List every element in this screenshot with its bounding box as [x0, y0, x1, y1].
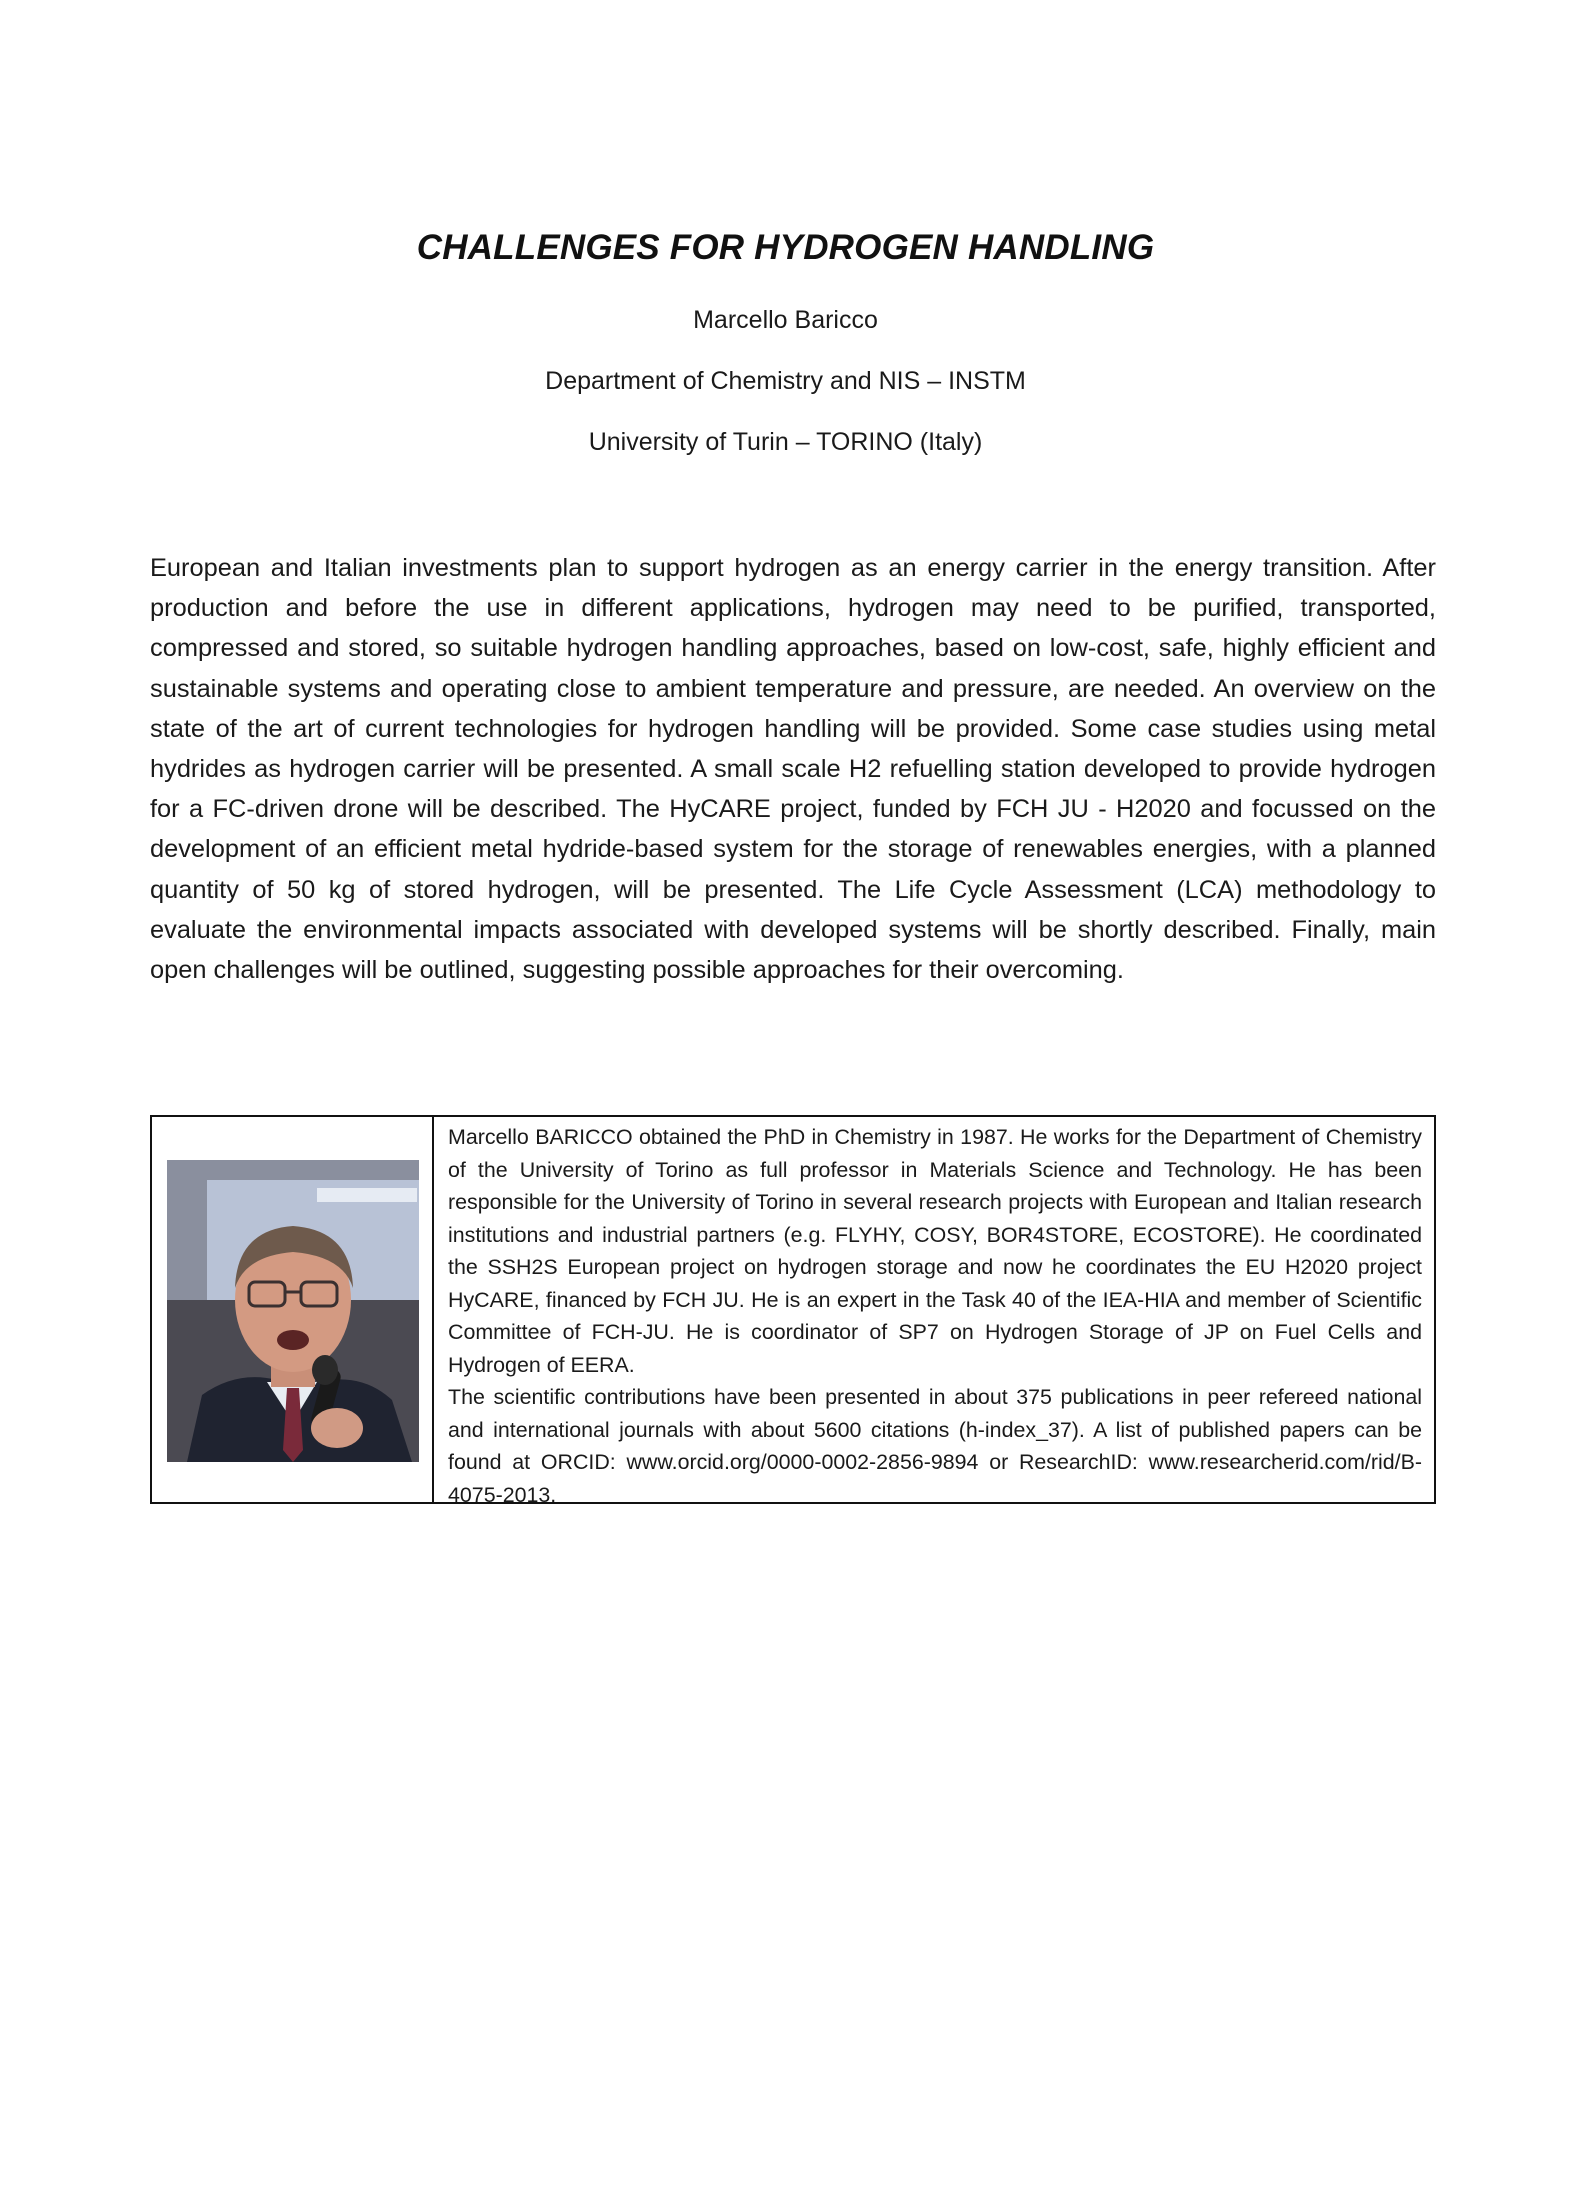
author-department: Department of Chemistry and NIS – INSTM	[545, 367, 1026, 395]
author-bio-table	[150, 1115, 1436, 1507]
author-name: Marcello Baricco	[693, 306, 878, 334]
author-university: University of Turin – TORINO (Italy)	[588, 428, 983, 456]
bio-cell	[434, 1117, 1434, 1507]
photo-cell	[152, 1117, 434, 1502]
bio-paragraph-2: The scientific contributions have been presented in about 375 publications in peer refereed national and international journals with about 5600 citations (h-index_37). A list of published papers can be found at ORCID: www.orcid.org/0000-0002-2856-9894 or ResearchID: www.researcherid.com/rid/B-4075-2013.	[448, 1385, 1422, 1507]
abstract-paragraph: European and Italian investments plan to support hydrogen as an energy carrier in the energy transition. After production and before the use in different applications, hydrogen may need to be purified, transported, compressed and stored, so suitable hydrogen handling approaches, based on low-cost, safe, highly efficient and sustainable systems and operating close to ambient temperature and pressure, are needed. An overview on the state of the art of current technologies for hydrogen handling will be provided. Some case studies using metal hydrides as hydrogen carrier will be presented. A small scale H2 refuelling station developed to provide hydrogen for a FC-driven drone will be described. The HyCARE project, funded by FCH JU - H2020 and focussed on the development of an efficient metal hydride-based system for the storage of renewables energies, with a planned quantity of 50 kg of stored hydrogen, will be presented. The Life Cycle Assessment (LCA) methodology to evaluate the environmental impacts associated with developed systems will be shortly described. Finally, main open challenges will be outlined, suggesting possible approaches for their overcoming.	[150, 554, 1436, 985]
author-photo	[167, 1160, 419, 1462]
document-title: CHALLENGES FOR HYDROGEN HANDLING	[416, 228, 1155, 267]
bio-paragraph-1: Marcello BARICCO obtained the PhD in Chemistry in 1987. He works for the Department of Chemistry of the University of Torino as full professor in Materials Science and Technology. He has been responsible for the University of Torino in several research projects with European and Italian research institutions and industrial partners (e.g. FLYHY, COSY, BOR4STORE, ECOSTORE). He coordinated the SSH2S European project on hydrogen storage and now he coordinates the EU H2020 project HyCARE, financed by FCH JU. He is an expert in the Task 40 of the IEA-HIA and member of Scientific Committee of FCH-JU. He is coordinator of SP7 on Hydrogen Storage of JP on Fuel Cells and Hydrogen of EERA.	[448, 1125, 1422, 1377]
